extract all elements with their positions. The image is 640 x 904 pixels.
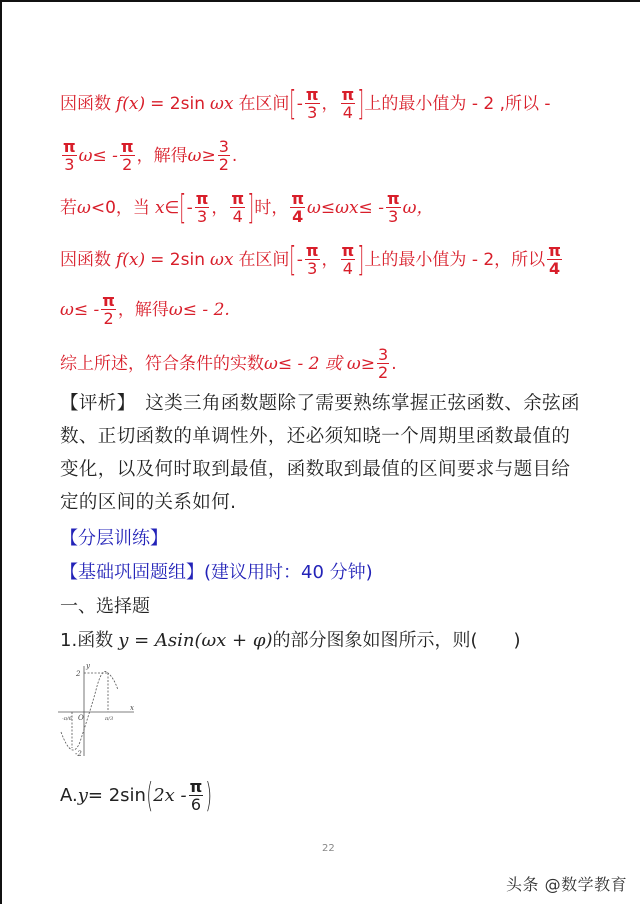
frame-border-top [0,0,640,2]
right-paren: ) [205,775,213,816]
right-bracket: ] [357,83,365,124]
text: 上的最小值为 - 2 ,所以 - [364,93,551,114]
math-eq: = 2sin [150,93,205,114]
comma: ， [321,93,339,114]
fraction: $\frac{\pi}{3}$ [63,137,76,174]
solution-line-3 [60,187,434,228]
math-eq: = 2sin [150,249,205,270]
section-group: 【基础巩固题组】(建议用时：40 分钟) [60,562,373,583]
text: 在区间 [238,249,290,270]
solution-line-5 [60,292,230,327]
math-inequality: ω≤ωx≤ - [306,197,384,218]
period: . [391,353,397,374]
left-bracket: [ [289,83,297,124]
watermark: 头条 @数学教育 [506,875,628,894]
math-inequality: ω≥ [187,145,216,166]
solution-line-2 [60,138,237,173]
fraction: $\frac{\pi}{3}$ [305,85,319,122]
fraction: $\frac{\pi}{4}$ [291,189,304,226]
math-fx: f(x) [116,249,146,270]
minus: - [296,249,303,270]
analysis-paragraph: 【评析】 这类三角函数题除了需要熟练掌握正弦函数、余弦函数、正切函数的单调性外，还必须知晓一个周期里函数最值的变化，以及何时取到最值，函数取到最值的区间要求与题目给定的区间的关系如何. [60,393,580,513]
solution-line-1 [60,83,551,124]
text: 的部分图象如图所示，则( ) [272,630,521,651]
math-fx: f(x) [116,93,146,114]
sine-graph-figure [58,660,138,760]
text: 因函数 [60,249,111,270]
question-1 [60,630,521,652]
math-inequality: ω≥ [346,353,375,374]
left-bracket: [ [289,239,297,280]
fraction: $\frac{\pi}{3}$ [305,241,319,278]
x-left-label: -π/6 [62,716,72,722]
page-number: 22 [322,843,335,854]
fraction: $\frac{\pi}{4}$ [341,85,355,122]
text: 综上所述，符合条件的实数 [60,353,264,374]
fraction: $\frac{\pi}{2}$ [120,137,134,174]
text: <0，当 [90,197,150,218]
fraction: $\frac{\pi}{4}$ [341,241,355,278]
y-axis-label: y [86,662,90,670]
text: 若 [60,197,77,218]
fraction: $\frac{\pi}{3}$ [386,189,400,226]
math-wx: ωx [209,249,234,270]
text: ，解得 [117,299,169,320]
right-bracket: ] [247,187,255,228]
section-title: 【分层训练】 [60,528,168,549]
text: 函数 [77,630,114,651]
minus: - [186,197,193,218]
text: 在区间 [238,93,290,114]
y-max-label: 2 [76,670,81,678]
fraction: $\frac{\pi}{2}$ [102,291,115,328]
option-a [60,775,213,816]
frame-border-left [0,0,2,904]
fraction: $\frac{\pi}{3}$ [195,189,209,226]
math-y: y [77,784,88,806]
math-inequality: ω≤ - [78,145,118,166]
text: ，解得 [136,145,188,166]
fraction: $\frac{3}{2}$ [218,137,229,174]
math-inner: 2x - [153,784,187,806]
math-inequality: ω≤ - 2 或 [264,353,342,374]
math-in: ∈ [164,197,180,218]
left-paren: ( [146,775,153,816]
left-bracket: [ [179,187,187,228]
comma: ， [211,197,229,218]
math-eq: = 2sin [87,784,146,806]
solution-line-4 [60,239,564,280]
sine-curve [61,671,118,750]
question-number: 1. [60,630,78,651]
math-inequality: ω≤ - [60,299,100,320]
minus: - [296,93,303,114]
math-wx: ωx [209,93,234,114]
text: 因函数 [60,93,111,114]
math-omega: ω [77,197,91,218]
comma: ， [321,249,339,270]
text: 时， [254,197,289,218]
math-inequality: ω≤ - 2. [168,299,230,320]
y-min-label: -2 [75,750,82,758]
fraction: $\frac{\pi}{4}$ [548,241,561,278]
right-bracket: ] [357,239,365,280]
fraction: $\frac{\pi}{6}$ [189,777,203,814]
math-formula: y = Asin(ωx + φ) [118,630,273,651]
section-part: 一、选择题 [60,596,150,617]
origin-label: O [78,714,84,722]
x-right-label: π/3 [105,716,114,722]
x-axis-label: x [130,704,134,712]
fraction: $\frac{3}{2}$ [378,345,389,382]
period: . [231,145,238,166]
math-omega: ω， [402,197,434,218]
text: 上的最小值为 - 2，所以 [364,249,546,270]
math-x: x [154,197,165,218]
solution-conclusion [60,346,397,381]
fraction: $\frac{\pi}{4}$ [231,189,245,226]
option-label: A. [60,784,78,806]
